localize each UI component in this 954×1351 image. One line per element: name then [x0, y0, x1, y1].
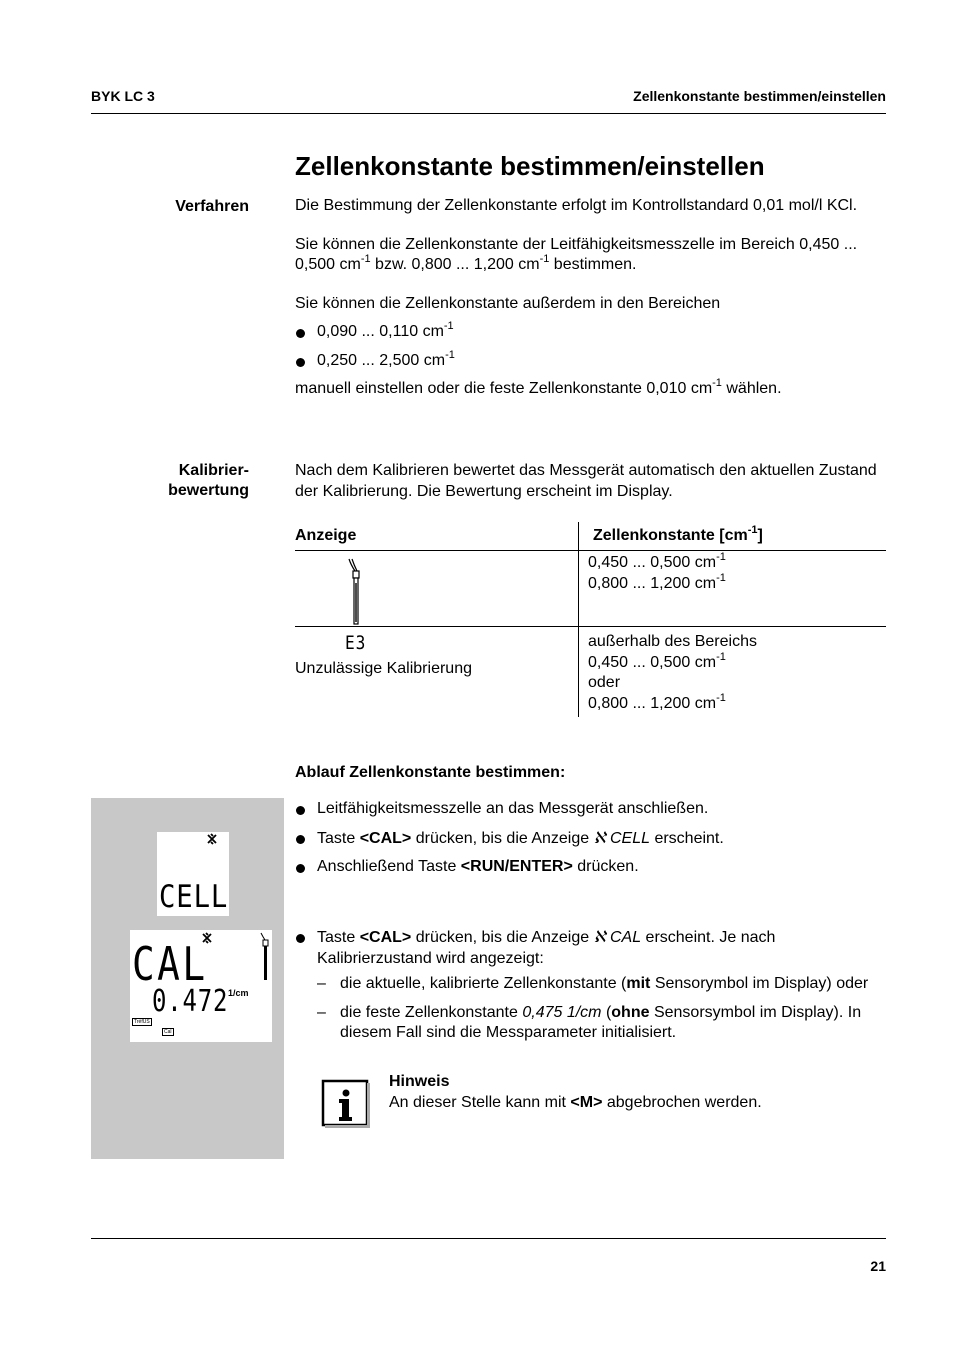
- verfahren-p1: Die Bestimmung der Zellenkonstante erfolgt im Kontrollstandard 0,01 mol/l KCl.: [295, 197, 858, 214]
- calibration-table: [295, 522, 886, 717]
- verfahren-p3: Sie können die Zellenkonstante außerdem in den Bereichen: [295, 294, 721, 312]
- table-cell: 0,450 ... 0,500 $cm^{-1}$ 0,800 ... 1,200 $cm^{-1}$: [578, 551, 886, 626]
- verfahren-section: [295, 196, 890, 400]
- table-row: [295, 627, 886, 717]
- verfahren-p4: manuell einstellen oder die feste Zellenkonstante 0,010 $cm^{-1}$ wählen.: [295, 377, 782, 397]
- kalibrier-text: Nach dem Kalibrieren bewertet das Messgerät automatisch den aktuellen Zustand der Kalibrierung. Die Bewertung erscheint im Display.: [295, 462, 877, 500]
- lcd-cal-tag: Cal: [164, 1029, 172, 1035]
- lcd-display-cal: [130, 930, 272, 1042]
- table-header: [295, 522, 886, 551]
- calibration-symbol-icon: [206, 833, 218, 845]
- header-left: BYK LC 3: [91, 88, 155, 104]
- hinweis: [389, 1071, 762, 1113]
- header-rule: [91, 113, 886, 114]
- conductivity-cell-icon: [343, 557, 367, 625]
- display-panel: [91, 798, 284, 1159]
- sensor-icon: [258, 932, 272, 982]
- header-right: Zellenkonstante bestimmen/einstellen: [633, 88, 886, 104]
- table-col-anzeige: Anzeige: [295, 527, 357, 544]
- ablauf-steps: [295, 799, 890, 878]
- side-label-verfahren: Verfahren: [175, 198, 249, 215]
- footer-rule: [91, 1238, 886, 1239]
- page-number: 21: [870, 1258, 886, 1274]
- page-title: Zellenkonstante bestimmen/einstellen: [295, 151, 765, 181]
- table-cell: [295, 627, 578, 717]
- hinweis-title: Hinweis: [389, 1073, 450, 1090]
- info-icon: [319, 1077, 371, 1129]
- table-col-zellenkonstante: Zellenkonstante $[cm^{-1}]$: [578, 522, 886, 550]
- verfahren-p2: Sie können die Zellenkonstante der Leitfähigkeitsmesszelle im Bereich 0,450 ... 0,500 $cm^{-1}$ bzw. 0,800 ... 1,200 $cm^{-1}$ bestimmen.: [295, 235, 858, 273]
- lcd-unit: 1/cm: [228, 988, 249, 998]
- lcd-cal-value: 0.472: [152, 984, 229, 1019]
- list-item: Taste <CAL> drücken, bis die Anzeige ℵ︎ CAL erscheint. Je nach Kalibrierzustand wird angezeigt:: [295, 927, 890, 969]
- unzulaessig-label: Unzulässige Kalibrierung: [295, 660, 472, 677]
- hinweis-text: An dieser Stelle kann mit <M> abgebrochen werden.: [389, 1094, 762, 1111]
- lcd-cell-text: CELL: [159, 879, 229, 915]
- table-row: [295, 551, 886, 627]
- side-label-kalibrier: Kalibrier- bewertung: [168, 462, 249, 499]
- list-item: 0,250 ... 2,500 $cm^{-1}$: [295, 351, 890, 372]
- list-item: – die aktuelle, kalibrierte Zellenkonstante (mit Sensorymbol im Display) oder: [295, 974, 890, 995]
- lcd-cal-text: CAL: [132, 937, 208, 991]
- error-code-e3: E3: [345, 632, 367, 654]
- ablauf-steps-cal: [295, 927, 890, 1044]
- lcd-tag: TréfÜS: [134, 1019, 150, 1025]
- table-cell: [295, 551, 578, 626]
- lcd-display-cell: [157, 832, 229, 916]
- list-item: – die feste Zellenkonstante 0,475 1/cm (ohne Sensorsymbol im Display). In diesem Fall sind die Messparameter initialisiert.: [295, 1003, 890, 1044]
- list-item: Taste <CAL> drücken, bis die Anzeige ℵ︎ CELL erscheint.: [295, 828, 890, 850]
- table-cell: außerhalb des Bereichs 0,450 ... 0,500 $cm^{-1}$ oder 0,800 ... 1,200 $cm^{-1}$: [578, 627, 886, 717]
- list-item: Anschließend Taste <RUN/ENTER> drücken.: [295, 857, 890, 878]
- list-item: Leitfähigkeitsmesszelle an das Messgerät anschließen.: [295, 799, 890, 820]
- ablauf-title: Ablauf Zellenkonstante bestimmen:: [295, 764, 566, 781]
- list-item: 0,090 ... 0,110 $cm^{-1}$: [295, 322, 890, 343]
